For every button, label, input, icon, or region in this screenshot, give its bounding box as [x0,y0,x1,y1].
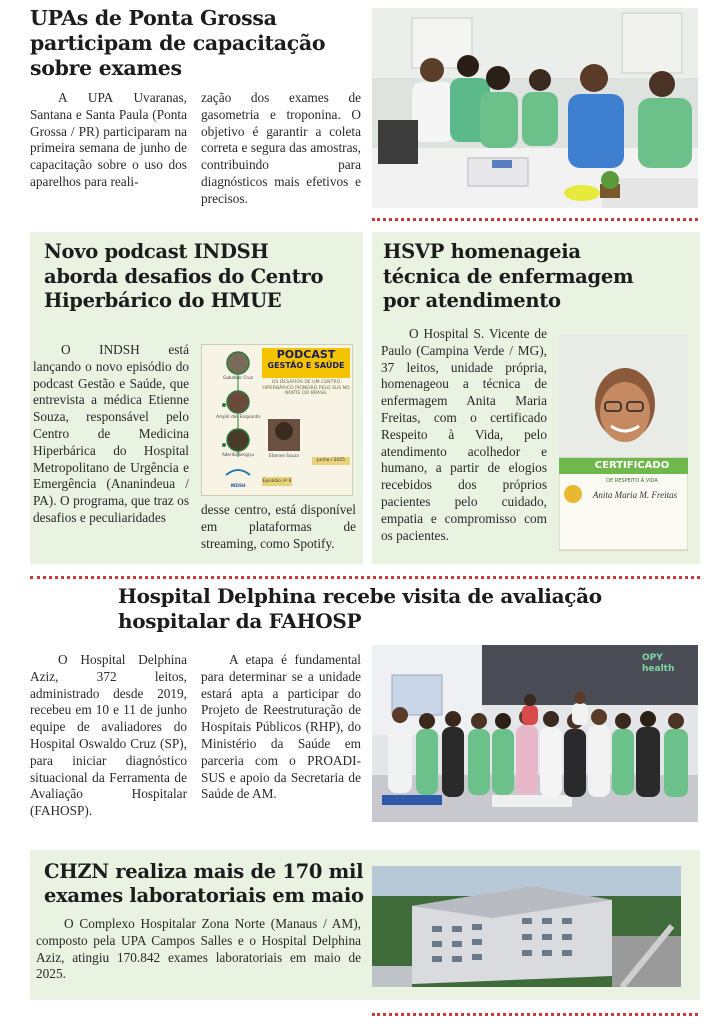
podcast-date: Junho / 2025 [312,457,350,465]
upas-col2: zação dos exames de gasometria e troponina. O objetivo é garantir a coleta correta e segura das amostras, contribuindo para diagnósticos mais efetivos e precisos. [201,90,361,206]
delphina-title: Hospital Delphina recebe visita de avaliação hospitalar da FAHOSP [118,584,602,633]
podcast-card [201,344,353,496]
podcast-host-2: Amplir dos Enquanto [216,414,260,419]
delphina-group-photo [372,645,698,822]
upas-training-photo [372,8,698,208]
hsvp-title: HSVP homenageia técnica de enfermagem por atendimento [383,240,634,312]
podcast-col1: O INDSH está lançando o novo episódio do podcast Gestão e Saúde, que entrevista a médica Etienne Souza, responsável pelo Centro de Medicina Hiperbárica do Hospital Metropolitano de Urgência e Emergência (Ananindeua / PA). O programa, que traz os desafios e peculiaridades [33,342,189,525]
podcast-card-header: PODCAST GESTÃO E SAÚDE [262,348,350,378]
podcast-col2: desse centro, está disponível em plataformas de streaming, como Spotify. [201,502,356,551]
podcast-episode: Episódio nº 6 [262,479,292,484]
indsh-logo: INDSH [230,483,246,488]
chzn-body: O Complexo Hospitalar Zona Norte (Manaus / AM), composto pela UPA Campos Salles e o Hospital Delphina Aziz, atingiu 170.842 exames laboratoriais em maio de 2025. [36,916,361,982]
delphina-col2: A etapa é fundamental para determinar se a unidade estará apta a participar do Projeto de Reestruturação de Hospitais Públicos (RHP), do Ministério da Saúde em parceria com o PROADI-SUS e apoio da Secretaria de Saúde de AM. [201,652,361,802]
hsvp-honoree-photo [559,334,688,552]
podcast-host-1: Gabalber Cruz [223,375,253,380]
section-divider [30,576,700,579]
delphina-col1: O Hospital Delphina Aziz, 372 leitos, administrado desde 2019, recebeu em 10 e 11 de junho equipe de avaliadores do Hospital Oswaldo Cruz (SP), para iniciar diagnóstico situacional da Ferramenta de Avaliação Hospitalar (FAHOSP). [30,652,187,819]
certificate-subtitle: DE RESPEITO À VIDA [606,478,658,484]
podcast-host-3: Aderito Sergiyu [221,452,255,457]
upas-title: UPAs de Ponta Grossa participam de capacitação sobre exames [30,6,326,80]
wall-sign: OPY health [642,653,675,674]
chzn-hospital-aerial-photo [372,866,681,987]
podcast-guest: Etienne Souza [269,453,299,458]
certificate-name: Anita Maria M. Freitas [592,490,678,500]
podcast-title: Novo podcast INDSH aborda desafios do Centro Hiperbárico do HMUE [44,240,324,312]
certificate-title: CERTIFICADO [594,460,670,471]
upas-col1: A UPA Uvaranas, Santana e Santa Paula (Ponta Grossa / PR) participaram na primeira semana de junho de capacitação sobre o uso dos aparelhos para reali- [30,90,187,189]
chzn-title: CHZN realiza mais de 170 mil exames laboratoriais em maio [44,860,364,907]
hsvp-body: O Hospital S. Vicente de Paulo (Campina Verde / MG), 37 leitos, unidade própria, homenageou a técnica de enfermagem Anita Maria Freitas, com o certificado Respeito à Vida, pelo atendimento acolhedor e humano, a partir de elogios recebidos dos próprios pacientes pelo cuidado, empatia e compromisso com os pacientes. [381,326,547,543]
section-divider [372,218,698,221]
podcast-card-subtitle: OS DESAFIOS DE UM CENTRO HIPERBÁRICO PIONEIRO PELO SUS NO NORTE DO BRASIL [262,380,350,396]
section-divider [372,1013,698,1016]
